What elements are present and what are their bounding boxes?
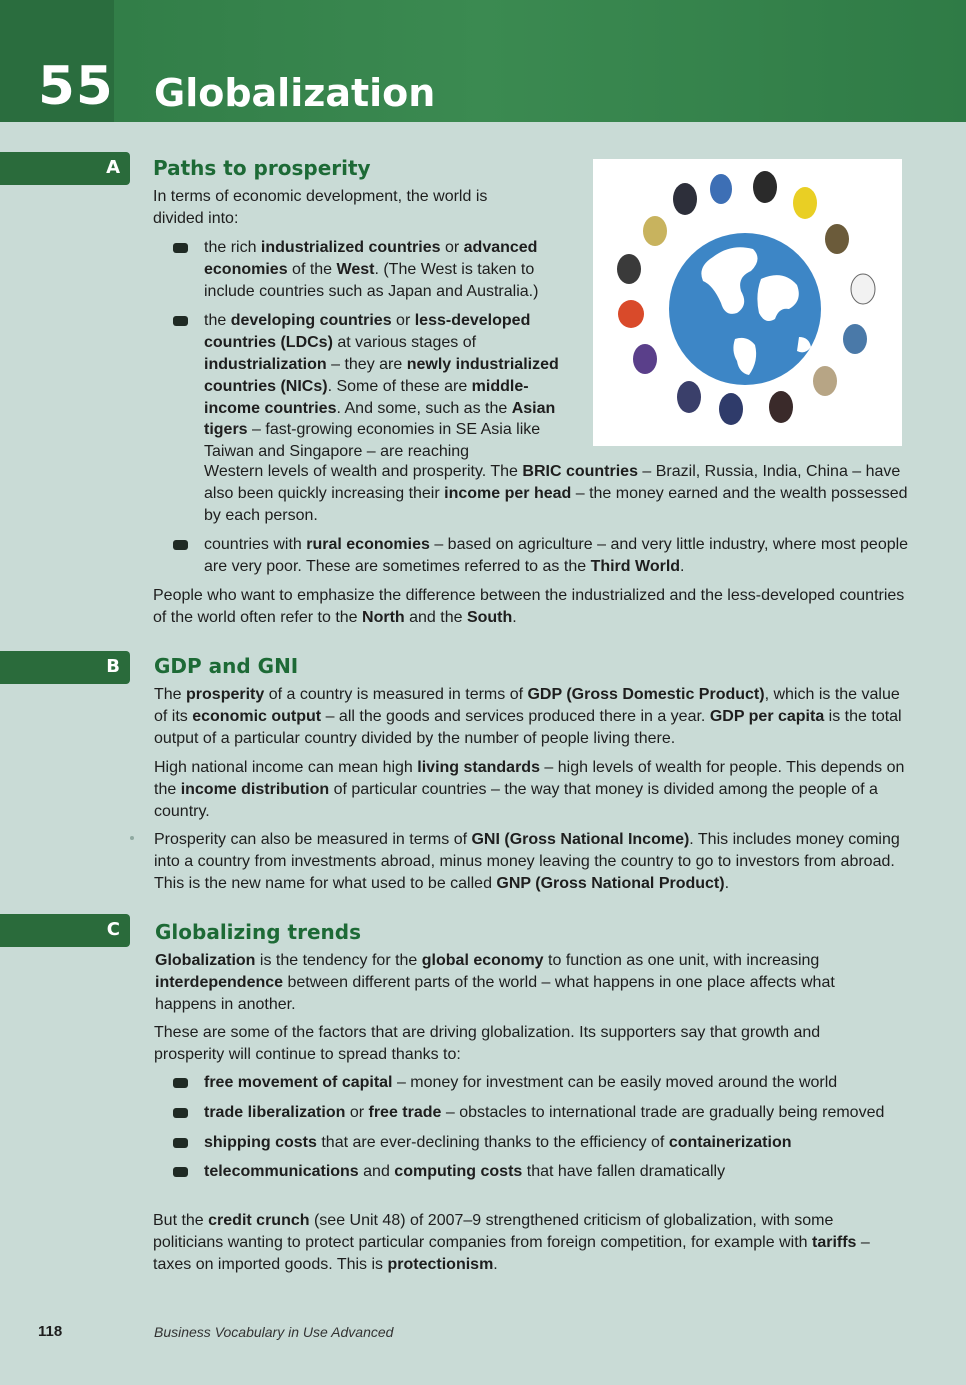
section-b-paragraph-1 xyxy=(154,684,914,749)
text-run: . (The West is taken to include countries such as Japan and Australia.) xyxy=(204,260,539,300)
key-term: rural economies xyxy=(306,536,430,553)
key-term: trade liberalization xyxy=(204,1103,346,1121)
text-run: – all the goods and services produced there in a year. xyxy=(321,707,710,725)
key-term: living standards xyxy=(417,759,540,776)
text-run: – based on agriculture – and very little industry, where most people are very poor. These are sometimes referred to as the xyxy=(204,536,909,575)
text-run: . xyxy=(680,557,685,575)
bullet-icon xyxy=(173,243,188,253)
key-term: income distribution xyxy=(180,780,330,798)
key-term: industrialized countries xyxy=(260,239,441,256)
section-c-paragraph-1 xyxy=(155,950,895,1015)
book-title: Business Vocabulary in Use Advanced xyxy=(154,1324,394,1340)
list-item xyxy=(173,237,573,302)
text-run: at various stages of xyxy=(332,334,477,352)
text-run: or xyxy=(345,1103,369,1121)
text-run: of the xyxy=(287,260,337,278)
text-run: Western levels of wealth and prosperity. The xyxy=(204,463,523,480)
list-item xyxy=(173,1161,913,1183)
key-term: newly industrialized countries (NICs) xyxy=(204,355,559,395)
bullet-icon xyxy=(173,316,188,326)
key-term: telecommunications xyxy=(204,1163,359,1181)
section-heading: Paths to prosperity xyxy=(153,156,371,180)
text-run: In terms of economic development, the world is divided into: xyxy=(153,188,488,227)
bullet-icon xyxy=(173,1078,188,1088)
section-tab-c xyxy=(0,914,130,947)
section-b-paragraph-3 xyxy=(154,829,914,894)
section-tab-b xyxy=(0,651,130,684)
text-run: But the xyxy=(153,1212,209,1229)
text-run: Prosperity can also be measured in terms of xyxy=(154,831,472,848)
text-run: between different parts of the world – what happens in one place affects what happens in another. xyxy=(155,973,835,1013)
text-run: countries with xyxy=(204,536,307,553)
text-run: . This includes money coming into a country from investments abroad, minus money leaving the country to go to investors from abroad. This is the new name for what used to be called xyxy=(154,831,900,892)
bullet-icon xyxy=(173,1108,188,1118)
section-c-bullets xyxy=(173,1072,913,1191)
text-run: . xyxy=(493,1255,498,1273)
text-run: – Brazil, Russia, India, China – have also been quickly increasing their xyxy=(204,463,901,502)
text-run: High national income can mean high xyxy=(154,759,418,776)
key-term: computing costs xyxy=(394,1163,523,1181)
key-term: developing countries xyxy=(230,312,392,330)
text-run: – they are xyxy=(326,355,407,373)
key-term: middle-income countries xyxy=(204,377,529,417)
key-term: global economy xyxy=(421,952,544,969)
text-run: and the xyxy=(404,608,467,626)
key-term: GNP (Gross National Product) xyxy=(496,874,725,892)
text-run: People who want to emphasize the difference between the industrialized and the less-developed countries of the world often refer to the xyxy=(153,587,905,626)
text-run: and xyxy=(358,1163,395,1181)
text-run: , which is the value of its xyxy=(154,686,900,725)
text-run: of a country is measured in terms of xyxy=(264,686,528,703)
text-run: is the total output of a particular country divided by the number of people living there. xyxy=(154,707,902,747)
text-run: of particular countries – the way that money is divided among the people of a country. xyxy=(154,780,878,820)
section-c-paragraph-3 xyxy=(153,1210,893,1275)
section-c-paragraph-2 xyxy=(154,1022,894,1066)
key-term: Third World xyxy=(590,557,681,575)
key-term: economic output xyxy=(192,707,322,725)
text-run: – the money earned and the wealth possessed by each person. xyxy=(204,484,908,524)
text-run: or xyxy=(440,239,464,256)
key-term: GDP (Gross Domestic Product) xyxy=(527,686,765,703)
list-item xyxy=(173,1102,913,1124)
key-term: containerization xyxy=(668,1133,792,1151)
bullet-icon xyxy=(173,1138,188,1148)
bullet-icon xyxy=(173,540,188,550)
section-a-closing xyxy=(153,585,913,629)
key-term: interdependence xyxy=(155,973,284,991)
list-item xyxy=(173,534,913,578)
text-run: to function as one unit, with increasing xyxy=(543,952,820,969)
text-run: . And some, such as the xyxy=(336,399,512,417)
text-run: These are some of the factors that are driving globalization. Its supporters say that growth and prosperity will continue to spread thanks to: xyxy=(154,1024,821,1063)
key-term: GNI (Gross National Income) xyxy=(471,831,690,848)
text-run: the xyxy=(204,312,231,330)
text-run: . xyxy=(724,874,730,892)
section-tab-a xyxy=(0,152,130,185)
key-term: West xyxy=(336,260,375,278)
text-run: (see Unit 48) of 2007–9 strengthened criticism of globalization, with some politicians wanting to protect particular companies from foreign competition, for example with xyxy=(153,1212,834,1251)
text-run: – taxes on imported goods. This is xyxy=(153,1233,870,1273)
key-term: Globalization xyxy=(155,952,256,969)
section-heading: Globalizing trends xyxy=(155,920,361,944)
section-letter: B xyxy=(106,656,120,677)
text-run: – fast-growing economies in SE Asia like Taiwan and Singapore – are reaching xyxy=(204,421,541,461)
key-term: BRIC countries xyxy=(522,463,638,480)
text-run: that are ever-declining thanks to the efficiency of xyxy=(316,1133,669,1151)
text-run: or xyxy=(391,312,415,330)
section-letter: A xyxy=(106,157,120,178)
list-item xyxy=(173,1132,913,1154)
page-title: Globalization xyxy=(154,71,436,115)
unit-header xyxy=(0,0,966,122)
text-run: The xyxy=(154,686,187,703)
text-run: – obstacles to international trade are gradually being removed xyxy=(441,1103,885,1121)
margin-dot xyxy=(130,836,134,840)
list-item xyxy=(173,310,573,463)
key-term: free movement of capital xyxy=(204,1074,393,1091)
key-term: tariffs xyxy=(811,1233,857,1251)
key-term: advanced economies xyxy=(204,239,538,278)
list-item xyxy=(173,1072,913,1094)
key-term: prosperity xyxy=(186,686,265,703)
text-run: that have fallen dramatically xyxy=(522,1163,726,1181)
key-term: South xyxy=(466,608,513,626)
key-term: protectionism xyxy=(387,1255,494,1273)
section-a-bullets xyxy=(173,237,573,471)
section-heading: GDP and GNI xyxy=(154,654,299,678)
section-a-continuation xyxy=(204,461,909,526)
key-term: less-developed countries (LDCs) xyxy=(204,312,531,352)
text-run: . Some of these are xyxy=(327,377,472,395)
text-run: . xyxy=(512,608,517,626)
key-term: shipping costs xyxy=(204,1133,317,1151)
globe-people-photo xyxy=(593,159,902,446)
page-number: 118 xyxy=(38,1323,63,1340)
key-term: free trade xyxy=(368,1103,442,1121)
bullet-icon xyxy=(173,1167,188,1177)
text-run: – high levels of wealth for people. This depends on the xyxy=(154,759,905,798)
key-term: Asian tigers xyxy=(204,399,556,439)
text-run: is the tendency for the xyxy=(255,952,422,969)
key-term: income per head xyxy=(444,484,572,502)
key-term: credit crunch xyxy=(208,1212,310,1229)
section-letter: C xyxy=(106,919,120,940)
section-b-paragraph-2 xyxy=(154,757,914,822)
key-term: GDP per capita xyxy=(709,707,825,725)
unit-number: 55 xyxy=(38,56,114,117)
key-term: industrialization xyxy=(204,355,327,373)
section-a-bullets-2 xyxy=(173,534,913,586)
text-run: the rich xyxy=(204,239,261,256)
section-a-intro xyxy=(153,186,523,230)
text-run: – money for investment can be easily moved around the world xyxy=(392,1074,838,1091)
globe-illustration-icon xyxy=(593,159,902,446)
key-term: North xyxy=(362,608,405,626)
